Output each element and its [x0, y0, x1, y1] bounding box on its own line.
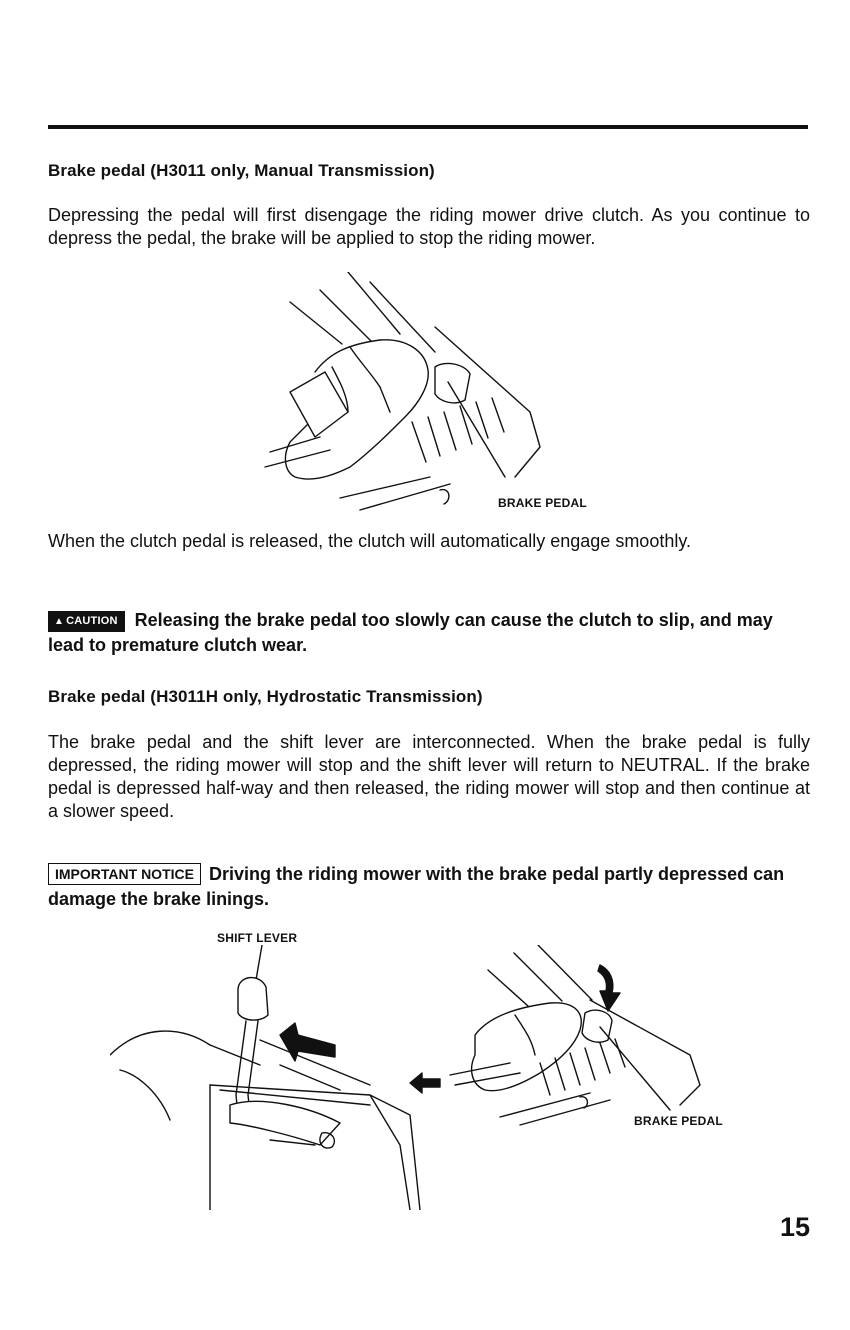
figure2-shift-lever-label: SHIFT LEVER [217, 931, 298, 945]
shift-lever-illustration [110, 945, 770, 1210]
top-rule [48, 125, 808, 129]
manual-body-text: Depressing the pedal will first disengage the riding mower drive clutch. As you continue to depress the pedal, the brake will be applied to stop the riding mower. [48, 205, 810, 248]
caution-text: Releasing the brake pedal too slowly can cause the clutch to slip, and may lead to premature clutch wear. [48, 610, 773, 655]
figure2-brake-pedal-label: BRAKE PEDAL [634, 1114, 723, 1128]
caution-block [48, 608, 810, 658]
caution-badge-label: CAUTION [66, 615, 118, 627]
heading-hydrostatic-transmission: Brake pedal (H3011H only, Hydrostatic Transmission) [48, 687, 483, 706]
brake-pedal-illustration [230, 272, 570, 522]
after-figure-text: When the clutch pedal is released, the clutch will automatically engage smoothly. [48, 531, 692, 551]
heading-manual-transmission: Brake pedal (H3011 only, Manual Transmission) [48, 161, 435, 180]
important-notice-badge: IMPORTANT NOTICE [48, 863, 201, 885]
paragraph-manual-body [48, 204, 810, 250]
figure1-brake-pedal-label: BRAKE PEDAL [498, 496, 587, 510]
important-notice-block [48, 862, 810, 912]
paragraph-after-figure1 [48, 530, 810, 553]
warning-triangle-icon: ▲ [54, 616, 65, 627]
hydrostatic-body-text: The brake pedal and the shift lever are interconnected. When the brake pedal is fully depressed, the riding mower will stop and the shift lever will return to NEUTRAL. If the brake pedal is depressed half-way and then released, the riding mower will stop and then continue at a slower speed. [48, 732, 810, 821]
important-notice-text: Driving the riding mower with the brake pedal partly depressed can damage the brake linings. [48, 864, 785, 909]
caution-badge [48, 611, 125, 632]
page-number: 15 [779, 1212, 810, 1242]
paragraph-hydrostatic-body [48, 731, 810, 823]
